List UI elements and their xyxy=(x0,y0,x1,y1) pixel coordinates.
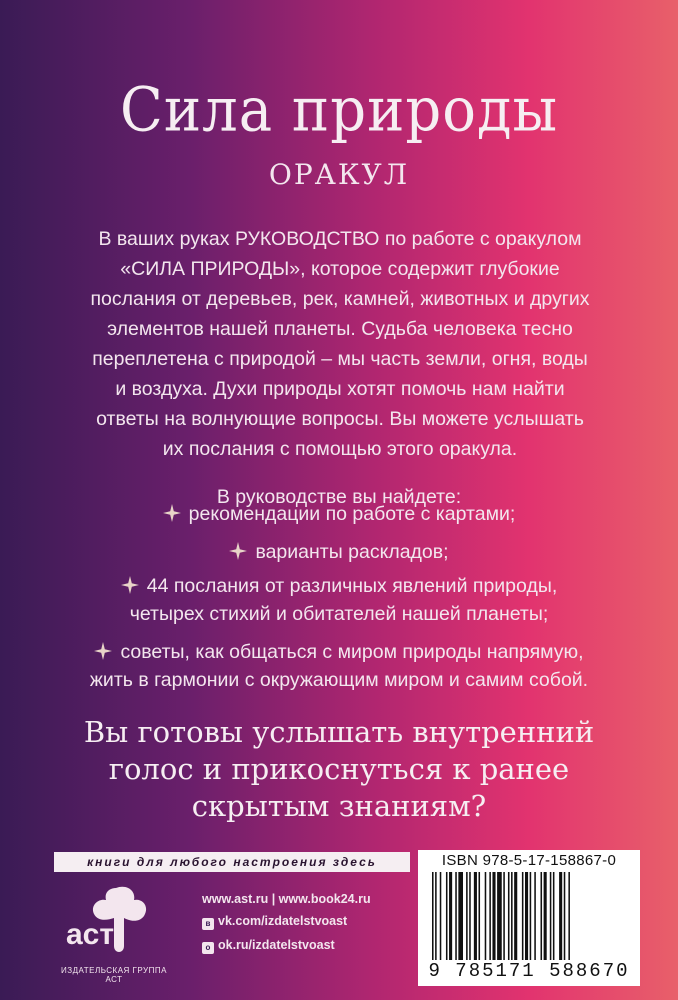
ok-icon: о xyxy=(202,942,214,954)
vk-link-text: vk.com/izdatelstvoast xyxy=(218,914,348,928)
barcode xyxy=(432,872,628,960)
question-line: голос и прикоснуться к ранее xyxy=(108,752,570,786)
bullet-text: варианты раскладов; xyxy=(255,541,449,563)
closing-question xyxy=(0,714,678,825)
ok-link[interactable] xyxy=(202,938,371,954)
intro-line: переплетена с природой – мы часть земли, огня, воды xyxy=(92,348,588,370)
bullet-text: жить в гармонии с окружающим миром и самим собой. xyxy=(89,669,589,691)
ast-logo-icon xyxy=(64,884,154,964)
isbn-text: ISBN 978-5-17-158867-0 xyxy=(441,852,617,869)
logo-caption: ИЗДАТЕЛЬСКАЯ ГРУППА АСТ xyxy=(61,966,167,984)
publisher-links xyxy=(202,892,371,962)
bullet-text: 44 послания от различных явлений природы, xyxy=(146,575,558,597)
bullet-item xyxy=(0,638,678,694)
bullet-item xyxy=(0,500,678,528)
sparkle-star-icon xyxy=(121,576,139,594)
intro-line: В ваших руках РУКОВОДСТВО по работе с оракулом xyxy=(98,228,582,250)
intro-line: элементов нашей планеты. Судьба человека тесно xyxy=(107,318,573,340)
logo-text: аст xyxy=(66,918,115,951)
publisher-tagline: книги для любого настроения здесь xyxy=(54,852,410,872)
question-line: Вы готовы услышать внутренний xyxy=(83,715,595,749)
intro-line: их послания с помощью этого оракула. xyxy=(162,438,518,460)
barcode-panel xyxy=(418,850,640,986)
bullet-item xyxy=(0,538,678,566)
sparkle-star-icon xyxy=(229,542,247,560)
bullet-text: четырех стихий и обитателей нашей планеты; xyxy=(129,603,549,625)
intro-paragraph xyxy=(70,224,610,464)
bullet-text: советы, как общаться с миром природы напрямую, xyxy=(120,641,584,663)
question-line: скрытым знаниям? xyxy=(191,789,487,823)
book-title: Сила природы xyxy=(119,75,559,146)
intro-line: «СИЛА ПРИРОДЫ», которое содержит глубокие xyxy=(120,258,560,280)
bullet-item xyxy=(0,572,678,628)
publisher-block xyxy=(54,884,410,984)
vk-icon: в xyxy=(202,918,214,930)
sparkle-star-icon xyxy=(94,642,112,660)
bullet-text: рекомендации по работе с картами; xyxy=(188,503,516,525)
intro-line: послания от деревьев, рек, камней, животных и других xyxy=(90,288,590,310)
ok-link-text: ok.ru/izdatelstvoast xyxy=(218,938,335,952)
intro-line: и воздуха. Духи природы хотят помочь нам найти xyxy=(115,378,565,400)
vk-link[interactable] xyxy=(202,914,371,930)
ean-digits: 9 785171 588670 xyxy=(428,960,630,982)
sparkle-star-icon xyxy=(163,504,181,522)
book-subtitle: ОРАКУЛ xyxy=(268,158,410,191)
intro-line: ответы на волнующие вопросы. Вы можете услышать xyxy=(96,408,584,430)
website-links[interactable]: www.ast.ru | www.book24.ru xyxy=(202,892,371,906)
contents-lead: В руководстве вы найдете: xyxy=(216,486,462,508)
